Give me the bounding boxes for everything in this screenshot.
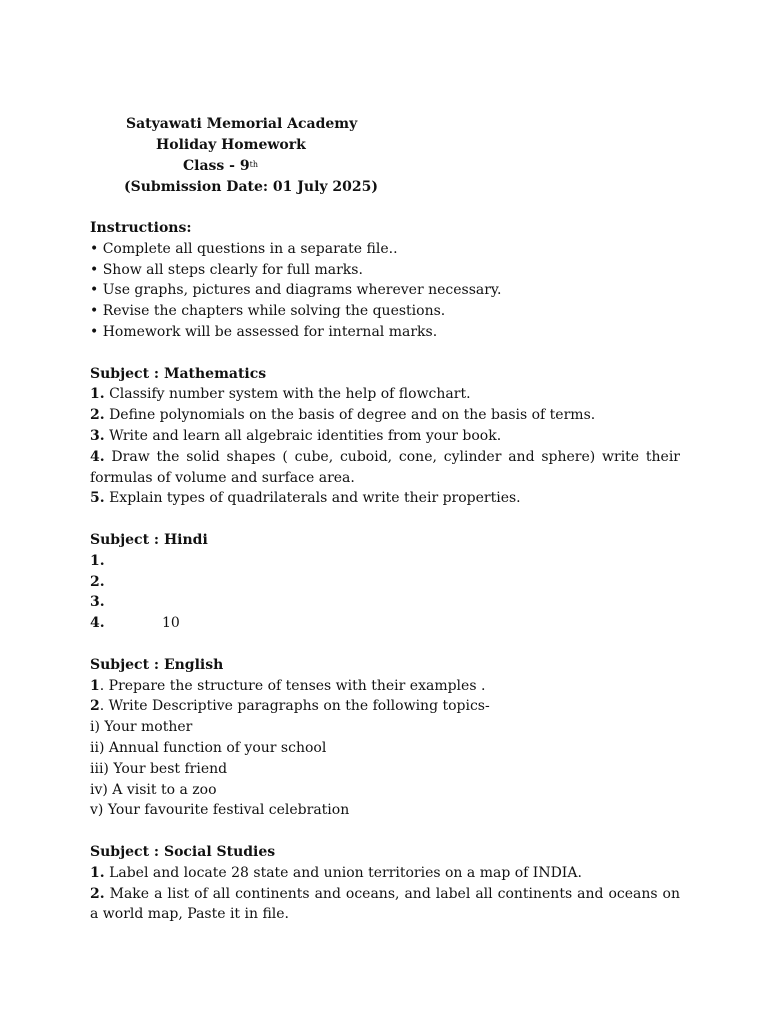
question-number: 1. — [90, 552, 105, 569]
instructions-heading: Instructions: — [90, 220, 192, 236]
document-body — [90, 218, 680, 925]
english-topic: i) Your mother — [90, 719, 193, 736]
question-text: Draw the solid shapes ( cube, cuboid, cone, cylinder and sphere) write their formulas of volume and surface area. — [90, 448, 680, 486]
question-text: 10 — [162, 615, 180, 632]
class-text: Class - 9 — [183, 158, 250, 174]
instruction-item: • Homework will be assessed for internal marks. — [90, 323, 438, 340]
hindi-question — [90, 551, 680, 572]
english-question — [90, 696, 680, 717]
question-text: Define polynomials on the basis of degree and on the basis of terms. — [104, 407, 596, 424]
submission-date: (Submission Date: 01 July 2025) — [124, 179, 379, 195]
english-topic: v) Your favourite festival celebration — [90, 802, 350, 819]
question-number: 2 — [90, 698, 100, 715]
hindi-question — [90, 613, 680, 634]
sst-question — [90, 884, 680, 926]
question-number: 1. — [90, 386, 105, 403]
sst-question — [90, 863, 680, 884]
question-number: 4. — [90, 448, 105, 465]
instruction-item: • Use graphs, pictures and diagrams wherever necessary. — [90, 282, 502, 299]
question-number: 1. — [90, 864, 105, 881]
question-text: Make a list of all continents and oceans, and label all continents and oceans on a world map, Paste it in file. — [90, 885, 680, 923]
question-text: Explain types of quadrilaterals and write their properties. — [104, 490, 521, 507]
question-number: 2. — [90, 573, 105, 590]
class-label — [90, 156, 390, 177]
math-question — [90, 405, 680, 426]
english-topic: iv) A visit to a zoo — [90, 781, 217, 798]
hindi-question — [90, 592, 680, 613]
instruction-item: • Revise the chapters while solving the questions. — [90, 303, 446, 320]
instruction-item: • Show all steps clearly for full marks. — [90, 261, 363, 278]
math-question — [90, 426, 680, 447]
english-topic: iii) Your best friend — [90, 760, 228, 777]
mathematics-heading: Subject : Mathematics — [90, 365, 267, 382]
math-question — [90, 384, 680, 405]
english-heading: Subject : English — [90, 656, 224, 673]
question-number: 3. — [90, 427, 105, 444]
math-question — [90, 447, 680, 489]
question-number: 2. — [90, 407, 105, 424]
question-number: 5. — [90, 490, 105, 507]
social-studies-heading: Subject : Social Studies — [90, 843, 276, 860]
hindi-heading: Subject : Hindi — [90, 531, 208, 548]
question-text: Write and learn all algebraic identities from your book. — [104, 427, 502, 444]
question-number: 2. — [90, 885, 105, 902]
class-superscript: th — [249, 160, 258, 169]
question-text: . Prepare the structure of tenses with their examples . — [99, 677, 486, 694]
question-number: 1 — [90, 677, 100, 694]
question-number: 4. — [90, 615, 105, 632]
document-title: Holiday Homework — [156, 137, 306, 153]
english-question — [90, 676, 680, 697]
math-question — [90, 488, 680, 509]
document-header — [90, 114, 390, 198]
hindi-question — [90, 572, 680, 593]
instruction-item: • Complete all questions in a separate file.. — [90, 240, 398, 257]
question-number: 3. — [90, 594, 105, 611]
english-topic: ii) Annual function of your school — [90, 739, 327, 756]
school-name: Satyawati Memorial Academy — [126, 116, 358, 132]
question-text: . Write Descriptive paragraphs on the following topics- — [99, 698, 490, 715]
question-text: Classify number system with the help of flowchart. — [104, 386, 471, 403]
question-text: Label and locate 28 state and union territories on a map of INDIA. — [104, 864, 582, 881]
